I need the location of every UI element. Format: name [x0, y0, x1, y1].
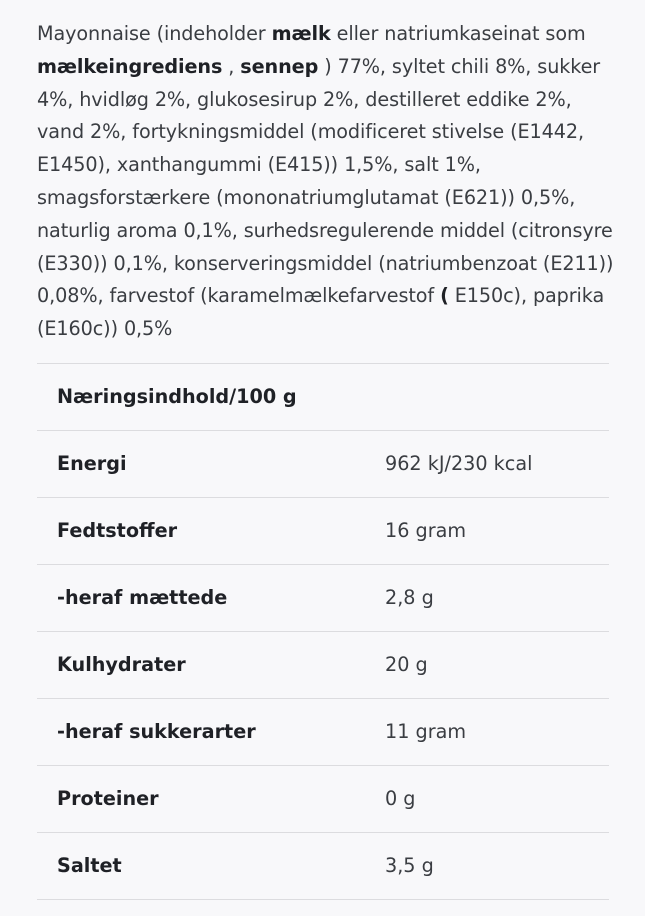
- ingredients-text: [37, 18, 617, 346]
- table-row: [37, 698, 609, 765]
- nutrient-value: 2,8 g: [385, 586, 434, 609]
- table-row: [37, 497, 609, 564]
- nutrition-header-row: [37, 363, 609, 430]
- bold-parenthesis: (: [440, 284, 449, 308]
- allergen-milk-ingredient: mælkeingrediens: [37, 54, 223, 78]
- ingredients-segment: eller natriumkaseinat som: [330, 22, 586, 45]
- table-row: [37, 832, 609, 900]
- nutrient-value: 16 gram: [385, 519, 467, 542]
- ingredients-segment: ,: [222, 54, 241, 78]
- table-row: [37, 564, 609, 631]
- nutrient-value: 962 kJ/230 kcal: [385, 452, 533, 475]
- nutrient-label: Fedtstoffer: [57, 519, 178, 542]
- nutrient-value: 20 g: [385, 653, 428, 676]
- allergen-milk: mælk: [271, 22, 331, 45]
- nutrient-label: -heraf mættede: [57, 586, 228, 609]
- nutrient-value: 0 g: [385, 787, 416, 810]
- nutrient-value: 3,5 g: [385, 854, 434, 877]
- nutrient-label: -heraf sukkerarter: [57, 720, 256, 743]
- nutrition-header: Næringsindhold/100 g: [57, 385, 297, 408]
- nutrient-label: Kulhydrater: [57, 653, 186, 676]
- allergen-mustard: sennep: [240, 54, 319, 78]
- ingredients-segment: Mayonnaise (indeholder: [37, 22, 272, 45]
- nutrient-label: Energi: [57, 452, 127, 475]
- ingredients-segment: E150c), paprika (E160c)) 0,5%: [37, 284, 605, 341]
- nutrient-label: Saltet: [57, 854, 122, 877]
- table-row: [37, 765, 609, 832]
- nutrition-table: [37, 363, 609, 900]
- nutrient-value: 11 gram: [385, 720, 467, 743]
- nutrient-label: Proteiner: [57, 787, 159, 810]
- ingredients-segment: ) 77%, syltet chili 8%, sukker 4%, hvidløg 2%, glukosesirup 2%, destilleret eddike 2%, vand 2%, fortykningsmiddel (modificeret stivelse (E1442, E1450), xanthangummi (E415)) 1,5%, salt 1%, smagsforstærkere (mononatriumglutamat (E621)) 0,5%, naturlig aroma 0,1%, surhedsregulerende middel (citronsyre (E330)) 0,1%, konserveringsmiddel (natriumbenzoat (E211)) 0,08%, farvestof (karamelmælkefarvestof: [37, 54, 614, 308]
- table-row: [37, 430, 609, 497]
- table-row: [37, 631, 609, 698]
